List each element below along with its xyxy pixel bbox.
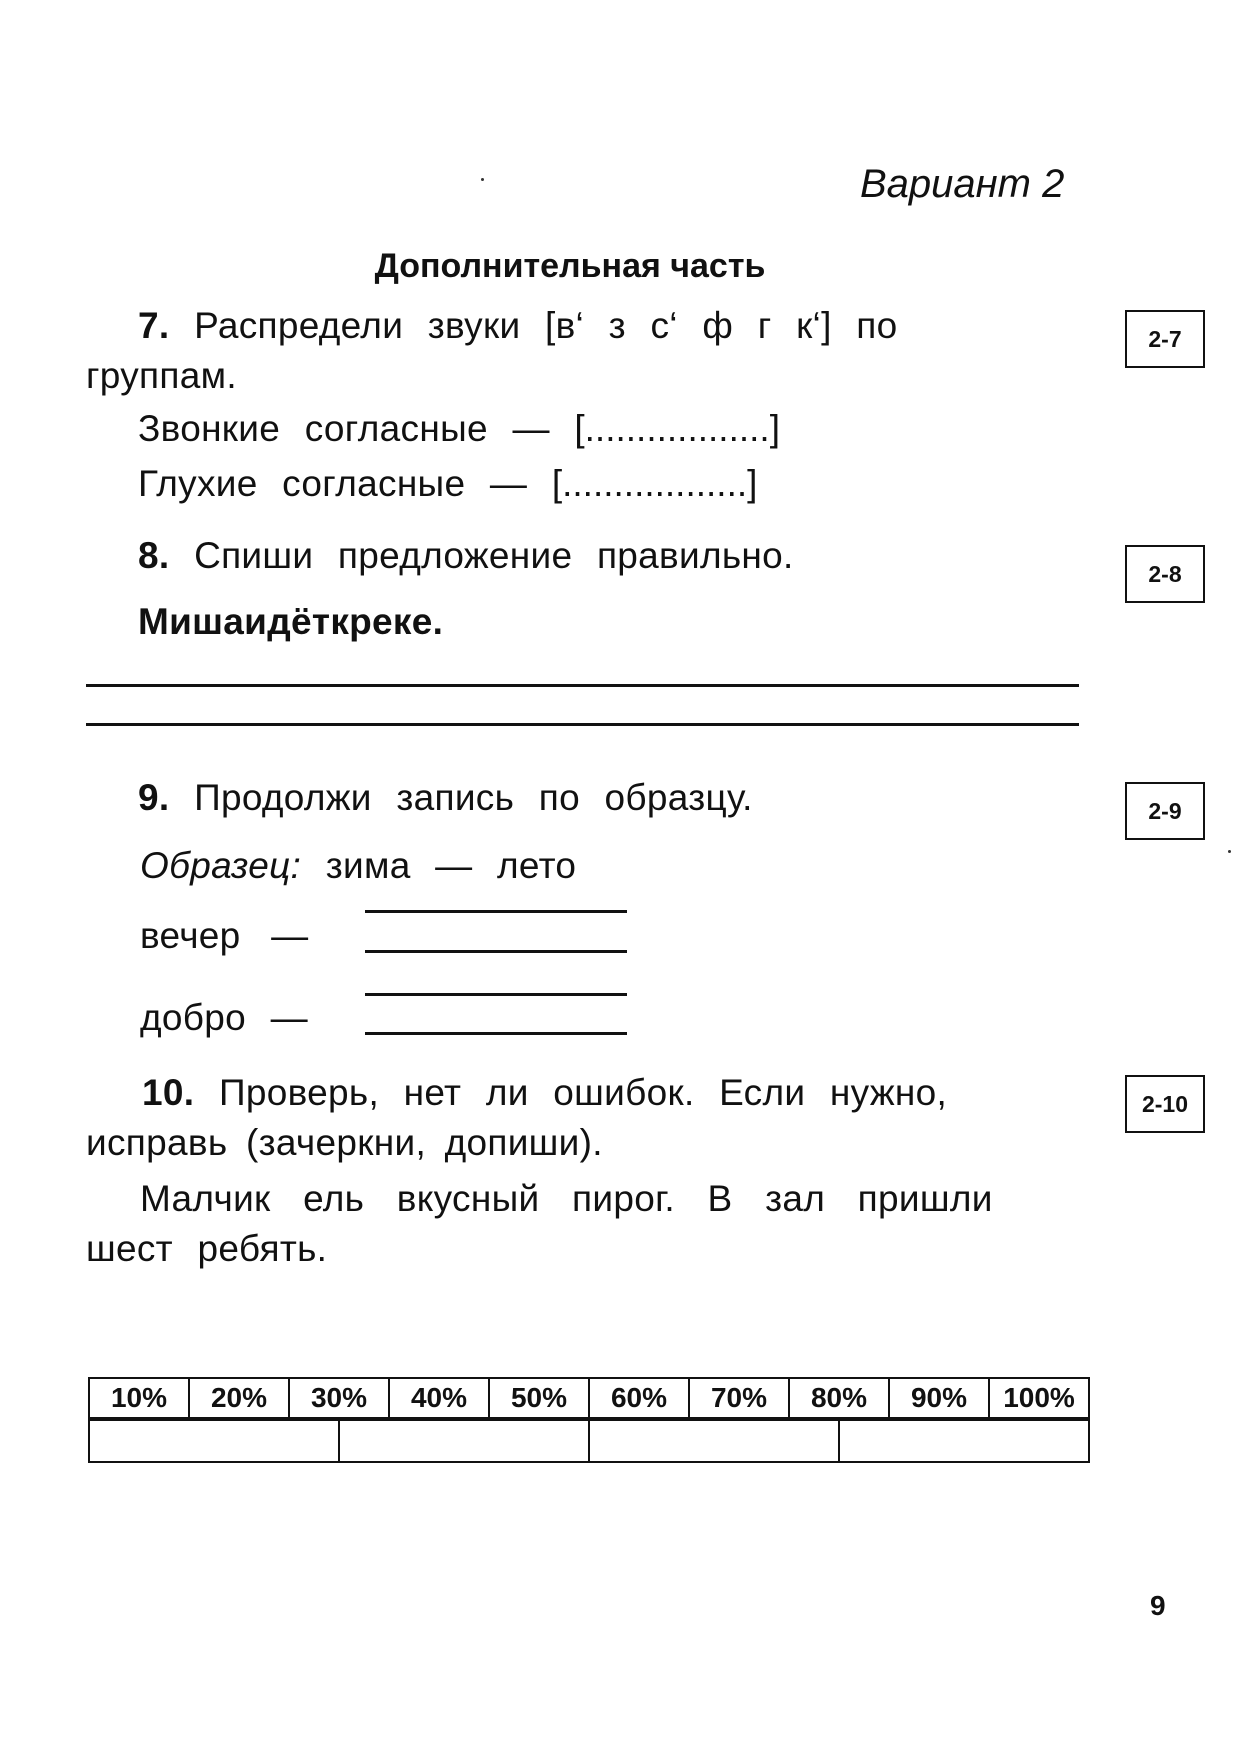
task-9-sample [140, 845, 576, 887]
task-8-number: 8. [138, 535, 170, 576]
score-blank-cell[interactable] [89, 1420, 339, 1462]
sample-label: Образец: [140, 845, 302, 886]
score-cell: 10% [89, 1378, 189, 1418]
score-blank-cell[interactable] [339, 1420, 589, 1462]
task-9-number: 9. [138, 777, 170, 818]
task-10-number: 10. [142, 1072, 195, 1113]
score-table [88, 1377, 1090, 1419]
task-10-instruction [142, 1072, 947, 1114]
task-10-text-line1: Проверь, нет ли ошибок. Если нужно, [218, 1072, 948, 1113]
task-8-sentence: Мишаидёткреке. [138, 601, 444, 642]
task-8-badge: 2-8 [1125, 545, 1205, 603]
score-cell: 40% [389, 1378, 489, 1418]
sample-pair: зима — лето [325, 845, 577, 886]
task-10-text-line2: исправь (зачеркни, допиши). [86, 1122, 603, 1163]
score-table-blank-row [88, 1419, 1090, 1463]
score-cell: 30% [289, 1378, 389, 1418]
item-word: добро [140, 997, 247, 1038]
task-7-instruction [138, 305, 897, 347]
item-word: вечер [140, 915, 241, 956]
evening-answer-line-1[interactable] [365, 910, 627, 913]
task-7-badge: 2-7 [1125, 310, 1205, 368]
scan-speck [1228, 850, 1231, 853]
good-answer-line-2[interactable] [365, 1032, 627, 1035]
score-cell: 90% [889, 1378, 989, 1418]
voiceless-dash: — [489, 463, 528, 504]
item-dash: — [270, 997, 308, 1038]
item-dash: — [271, 915, 309, 956]
task-8-instruction [138, 535, 794, 577]
good-answer-line-1[interactable] [365, 993, 627, 996]
voiceless-answer-field[interactable]: [..................] [551, 463, 758, 504]
score-blank-cell[interactable] [839, 1420, 1089, 1462]
task-9-text: Продолжи запись по образцу. [194, 777, 753, 818]
score-cell: 100% [989, 1378, 1089, 1418]
task-10-text-to-check-line2: шест ребять. [86, 1228, 328, 1269]
task-10-badge: 2-10 [1125, 1075, 1205, 1133]
task-9-item-good [140, 997, 308, 1039]
score-table-header-row [89, 1378, 1089, 1418]
task-8-text: Спиши предложение правильно. [194, 535, 794, 576]
evening-answer-line-2[interactable] [365, 950, 627, 953]
task-7-text-line1: Распредели звуки [в‘ з с‘ ф г к‘] по [194, 305, 898, 346]
scan-speck [481, 178, 484, 181]
variant-label: Вариант 2 [860, 162, 1065, 206]
score-cell: 80% [789, 1378, 889, 1418]
voiced-consonants-row [138, 408, 780, 450]
voiceless-consonants-row [138, 463, 757, 505]
score-cell: 60% [589, 1378, 689, 1418]
score-cell: 70% [689, 1378, 789, 1418]
task-7-number: 7. [138, 305, 170, 346]
task-10-text-to-check-line1: Малчик ель вкусный пирог. В зал пришли [140, 1178, 993, 1219]
page-number: 9 [1150, 1590, 1166, 1621]
task-8-answer-line-2[interactable] [86, 723, 1079, 726]
task-9-instruction [138, 777, 753, 819]
score-cell: 50% [489, 1378, 589, 1418]
task-8-answer-line-1[interactable] [86, 684, 1079, 687]
voiced-label: Звонкие согласные [138, 408, 488, 449]
voiced-answer-field[interactable]: [..................] [574, 408, 780, 449]
voiceless-label: Глухие согласные [138, 463, 466, 504]
voiced-dash: — [512, 408, 550, 449]
score-cell: 20% [189, 1378, 289, 1418]
task-7-text-line2: группам. [86, 355, 237, 396]
task-9-badge: 2-9 [1125, 782, 1205, 840]
score-blank-cell[interactable] [589, 1420, 839, 1462]
task-9-item-evening [140, 915, 308, 957]
section-title: Дополнительная часть [374, 247, 766, 285]
